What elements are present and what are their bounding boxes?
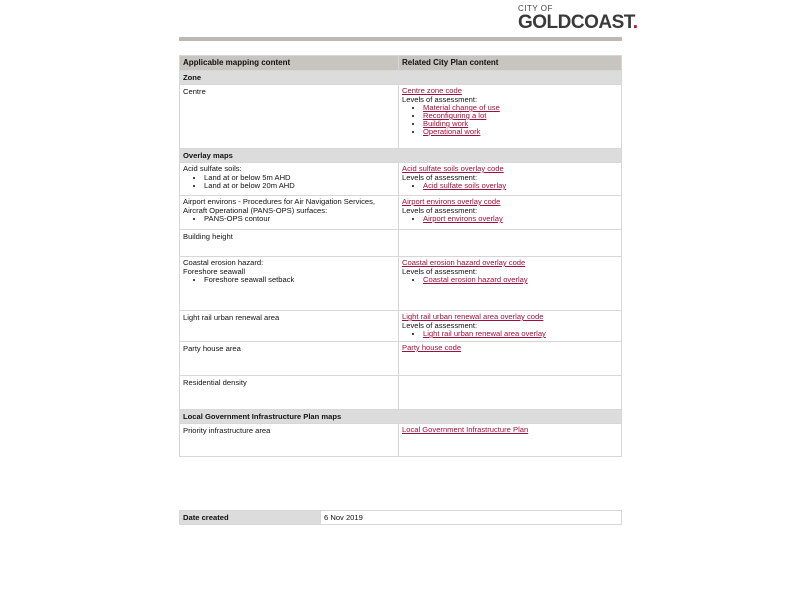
section-zone	[180, 71, 622, 85]
link-light-rail-overlay-code[interactable]: Light rail urban renewal area overlay code	[402, 312, 544, 321]
logo-wordmark	[518, 12, 638, 33]
airport-label: Airport environs - Procedures for Air Navigation Services, Aircraft Operational (PANS-OPS) surfaces:	[183, 197, 376, 215]
row-right-airport-environs	[399, 196, 622, 230]
date-created-table	[179, 510, 622, 525]
table-header-row	[180, 56, 622, 71]
mapping-content-table	[179, 55, 622, 457]
logo-city-of: CITY OF	[518, 4, 553, 13]
link-acid-sulfate-overlay-code[interactable]: Acid sulfate soils overlay code	[402, 164, 504, 173]
date-created-value: 6 Nov 2019	[321, 511, 622, 525]
row-right-party-house	[399, 342, 622, 376]
link-party-house-code[interactable]: Party house code	[402, 343, 462, 352]
table-row	[180, 163, 622, 196]
logo-gold: GOLD	[518, 12, 571, 33]
assessment-list	[402, 215, 618, 223]
header-applicable-mapping: Applicable mapping content	[180, 56, 399, 71]
coastal-label: Coastal erosion hazard:	[183, 258, 264, 267]
link-light-rail-overlay[interactable]: Light rail urban renewal area overlay	[423, 329, 546, 338]
assessment-list	[402, 330, 618, 338]
row-right-building-height	[399, 230, 622, 257]
row-left-airport-environs	[180, 196, 399, 230]
assessment-list	[402, 276, 618, 284]
link-building-work[interactable]: Building work	[423, 119, 469, 128]
row-left-light-rail: Light rail urban renewal area	[180, 311, 399, 342]
row-left-residential-density: Residential density	[180, 376, 399, 410]
date-created-label: Date created	[180, 511, 321, 525]
row-left-centre: Centre	[180, 85, 399, 149]
assessment-list	[402, 182, 618, 190]
airport-sub-list	[183, 215, 395, 223]
levels-label: Levels of assessment:	[402, 205, 478, 215]
row-right-acid-sulfate	[399, 163, 622, 196]
section-overlay-label: Overlay maps	[180, 149, 622, 163]
coastal-label-2: Foreshore seawall	[183, 266, 246, 276]
coastal-sub-list	[183, 276, 395, 284]
airport-sub-pans-ops: • PANS-OPS contour	[204, 215, 395, 223]
date-row	[180, 511, 622, 525]
row-left-priority-infrastructure: Priority infrastructure area	[180, 424, 399, 457]
link-airport-environs-overlay-code[interactable]: Airport environs overlay code	[402, 197, 501, 206]
acid-label: Acid sulfate soils:	[183, 164, 242, 173]
row-right-coastal-erosion	[399, 257, 622, 311]
logo-dot: .	[632, 12, 638, 33]
header-divider-bar	[179, 37, 622, 41]
levels-label: Levels of assessment:	[402, 172, 478, 182]
table-row	[180, 342, 622, 376]
row-right-light-rail	[399, 311, 622, 342]
row-left-building-height: Building height	[180, 230, 399, 257]
table-row	[180, 196, 622, 230]
row-right-priority-infrastructure	[399, 424, 622, 457]
row-left-acid-sulfate	[180, 163, 399, 196]
row-right-residential-density	[399, 376, 622, 410]
link-coastal-erosion-overlay-code[interactable]: Coastal erosion hazard overlay code	[402, 258, 526, 267]
logo-coast: COAST	[570, 12, 633, 33]
section-lgip-maps	[180, 410, 622, 424]
link-acid-sulfate-overlay[interactable]: Acid sulfate soils overlay	[423, 181, 507, 190]
row-right-centre	[399, 85, 622, 149]
table-row	[180, 230, 622, 257]
levels-label: Levels of assessment:	[402, 320, 478, 330]
table-row	[180, 376, 622, 410]
levels-label: Levels of assessment:	[402, 266, 478, 276]
acid-sub-20m: • Land at or below 20m AHD	[204, 182, 395, 190]
link-coastal-erosion-overlay[interactable]: Coastal erosion hazard overlay	[423, 275, 528, 284]
acid-sub-list	[183, 174, 395, 190]
acid-sub-5m: • Land at or below 5m AHD	[204, 174, 395, 182]
header-related-city-plan: Related City Plan content	[399, 56, 622, 71]
section-zone-label: Zone	[180, 71, 622, 85]
section-lgip-label: Local Government Infrastructure Plan maps	[180, 410, 622, 424]
link-centre-zone-code[interactable]: Centre zone code	[402, 86, 462, 95]
table-row	[180, 311, 622, 342]
coastal-sub-setback: • Foreshore seawall setback	[204, 276, 395, 284]
row-left-coastal-erosion	[180, 257, 399, 311]
link-airport-environs-overlay[interactable]: Airport environs overlay	[423, 214, 503, 223]
city-of-gold-coast-logo	[518, 4, 638, 35]
link-reconfiguring-a-lot[interactable]: Reconfiguring a lot	[423, 111, 487, 120]
assessment-list	[402, 104, 618, 136]
table-row	[180, 85, 622, 149]
link-operational-work[interactable]: Operational work	[423, 127, 481, 136]
table-row	[180, 257, 622, 311]
levels-label: Levels of assessment:	[402, 94, 478, 104]
row-left-party-house: Party house area	[180, 342, 399, 376]
link-lgip[interactable]: Local Government Infrastructure Plan	[402, 425, 529, 434]
section-overlay-maps	[180, 149, 622, 163]
table-row	[180, 424, 622, 457]
link-material-change-of-use[interactable]: Material change of use	[423, 103, 500, 112]
